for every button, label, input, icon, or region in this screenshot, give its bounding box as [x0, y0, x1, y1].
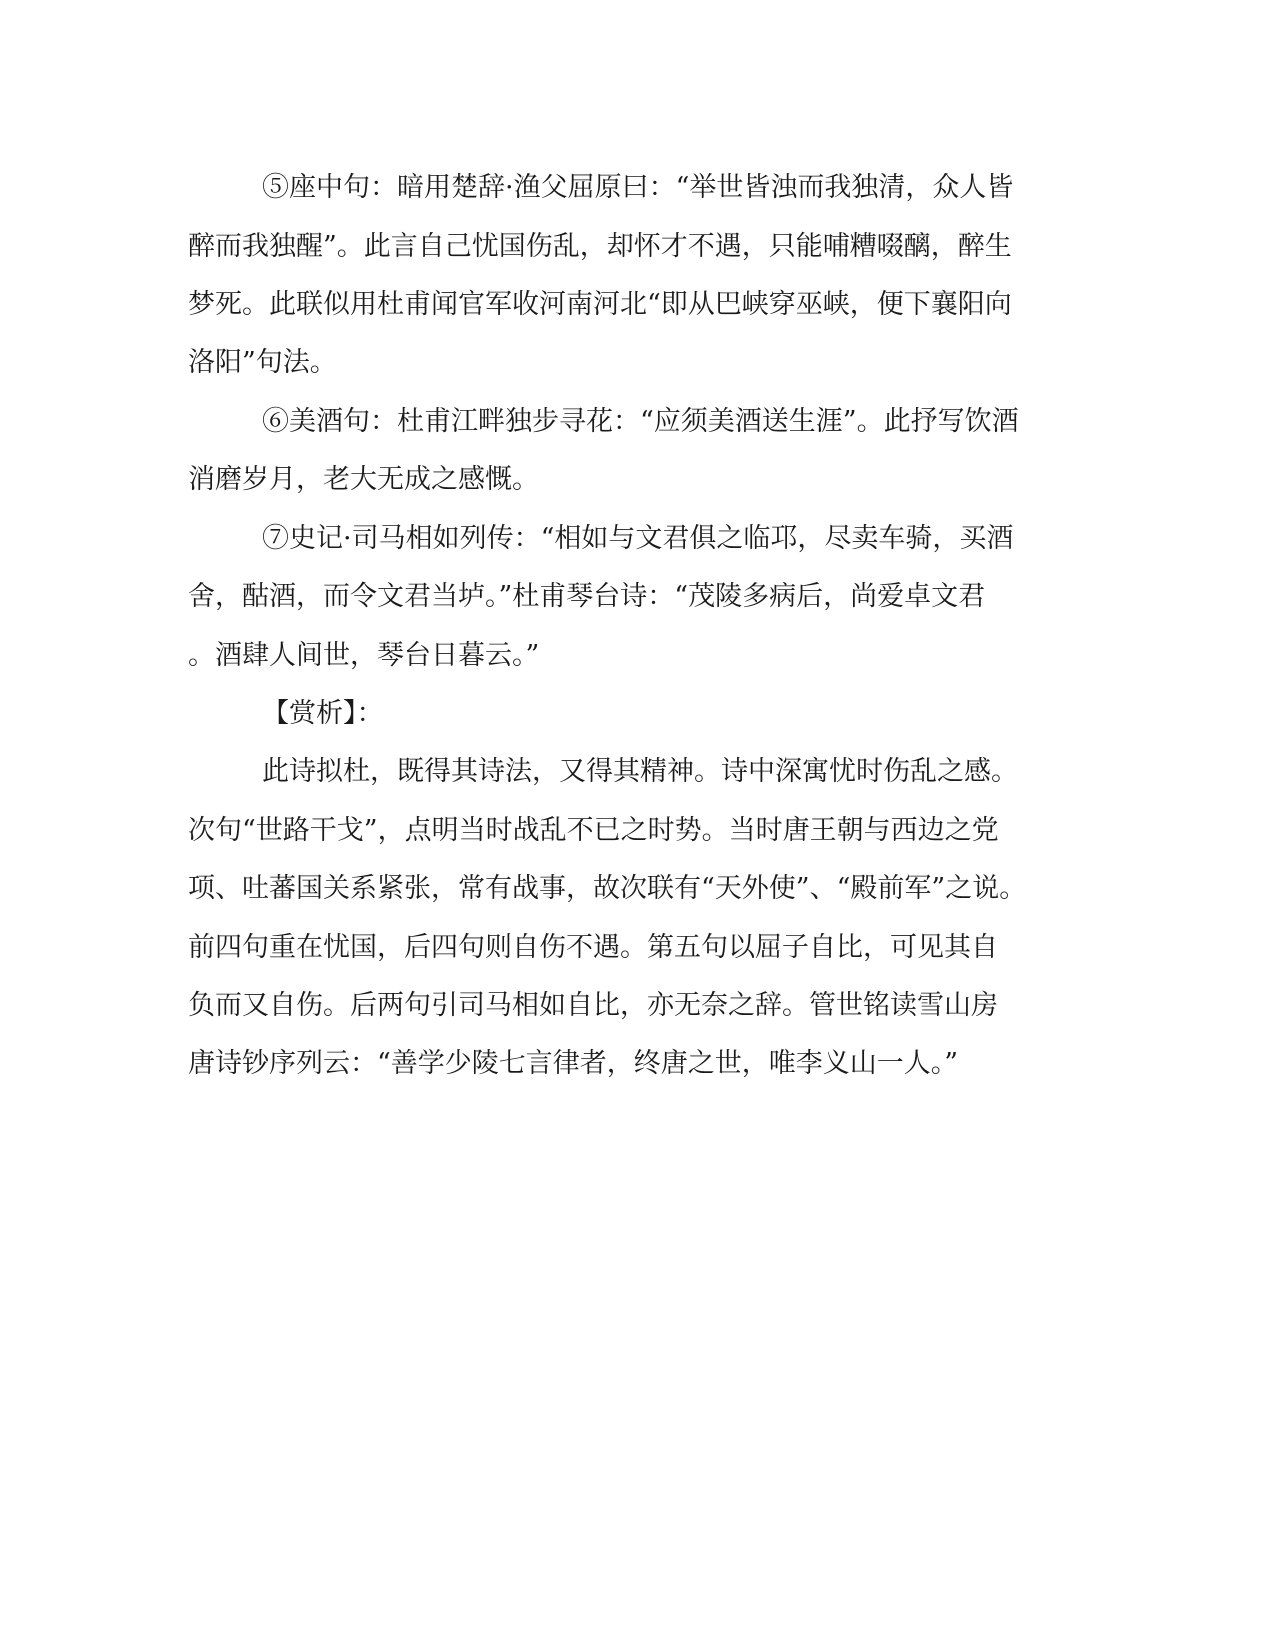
- appreciation-line-6: 唐诗钞序列云：“善学少陵七言律者，终唐之世，唯李义山一人。”: [188, 1048, 959, 1079]
- note-5-line-3: 梦死。此联似用杜甫闻官军收河南河北“即从巴峡穿巫峡，便下襄阳向: [188, 289, 1012, 320]
- appreciation-heading: 【赏析】：: [262, 698, 384, 729]
- appreciation-line-5: 负而又自伤。后两句引司马相如自比，亦无奈之辞。管世铭读雪山房: [188, 990, 998, 1021]
- note-6-line-2: 消磨岁月，老大无成之感慨。: [188, 464, 539, 495]
- note-6-line-1: ⑥美酒句：杜甫江畔独步寻花：“应须美酒送生涯”。此抒写饮酒: [262, 406, 1019, 437]
- appreciation-line-3: 项、吐蕃国关系紧张，常有战事，故次联有“天外使”、“殿前军”之说。: [188, 873, 1027, 904]
- appreciation-line-1: 此诗拟杜，既得其诗法，又得其精神。诗中深寓忧时伤乱之感。: [262, 756, 1018, 787]
- appreciation-line-2: 次句“世路干戈”，点明当时战乱不已之时势。当时唐王朝与西边之党: [188, 815, 999, 846]
- appreciation-line-4: 前四句重在忧国，后四句则自伤不遇。第五句以屈子自比，可见其自: [188, 932, 998, 963]
- note-5-line-2: 醉而我独醒”。此言自己忧国伤乱，却怀才不遇，只能哺糟啜醨，醉生: [188, 231, 1012, 262]
- note-5-line-1: ⑤座中句：暗用楚辞·渔父屈原曰：“举世皆浊而我独清，众人皆: [262, 172, 1014, 203]
- note-7-line-2: 舍，酤酒，而令文君当垆。”杜甫琴台诗：“茂陵多病后，尚爱卓文君: [188, 581, 986, 612]
- note-7-line-1: ⑦史记·司马相如列传：“相如与文君俱之临邛，尽卖车骑，买酒: [262, 523, 1014, 554]
- note-7-line-3: 。酒肆人间世，琴台日暮云。”: [188, 640, 540, 671]
- note-5-line-4: 洛阳”句法。: [188, 347, 337, 378]
